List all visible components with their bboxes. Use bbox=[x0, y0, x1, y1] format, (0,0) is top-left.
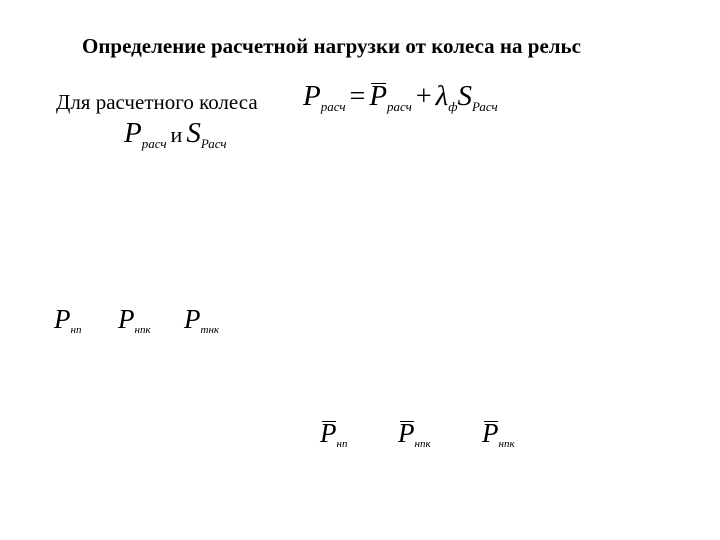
pair-s-symbol: S bbox=[186, 117, 201, 149]
formula-s-symbol: S bbox=[457, 80, 472, 112]
slide-title: Определение расчетной нагрузки от колеса на рельс bbox=[82, 34, 581, 58]
symbol-p-mean-np-bar bbox=[320, 418, 337, 449]
symbol-p-mean-np bbox=[320, 418, 347, 449]
formula-p-mean-group bbox=[369, 80, 387, 113]
symbol-p-mean-npk-2-letter: P bbox=[482, 418, 499, 448]
formula-p-subscript: расч bbox=[320, 99, 346, 114]
symbol-p-mean-npk-bar bbox=[398, 418, 415, 449]
formula-lambda-subscript: ф bbox=[448, 99, 458, 114]
pair-conjunction: и bbox=[170, 122, 183, 147]
symbol-p-mean-npk bbox=[398, 418, 431, 449]
symbol-p-np-subscript: нп bbox=[70, 324, 82, 336]
symbol-p-npk-subscript: нпк bbox=[134, 324, 151, 336]
symbol-p-mean-np-subscript: нп bbox=[336, 438, 348, 450]
symbol-p-mean-npk-2-bar bbox=[482, 418, 499, 449]
formula-p-mean-subscript: расч bbox=[387, 99, 412, 114]
symbol-p-tnk-letter: P bbox=[184, 304, 201, 334]
formula-p-symbol: P bbox=[303, 80, 321, 112]
pair-s-subscript: Расч bbox=[200, 136, 227, 151]
formula-design-load bbox=[303, 80, 498, 113]
formula-equals-sign: = bbox=[349, 81, 366, 112]
symbol-p-np bbox=[54, 304, 81, 335]
symbol-p-npk-letter: P bbox=[118, 304, 135, 334]
formula-pair bbox=[124, 117, 227, 150]
symbol-p-mean-npk-letter: P bbox=[398, 418, 415, 448]
text-for-design-wheel: Для расчетного колеса bbox=[56, 90, 258, 114]
symbol-p-mean-np-letter: P bbox=[320, 418, 337, 448]
symbol-p-tnk bbox=[184, 304, 219, 335]
symbol-p-mean-npk-2 bbox=[482, 418, 515, 449]
symbol-p-mean-npk-subscript: нпк bbox=[414, 438, 431, 450]
symbol-p-mean-npk-2-subscript: нпк bbox=[498, 438, 515, 450]
symbol-p-np-letter: P bbox=[54, 304, 71, 334]
symbol-p-npk bbox=[118, 304, 151, 335]
pair-p-subscript: расч bbox=[141, 136, 167, 151]
formula-p-mean-symbol: P bbox=[369, 80, 388, 112]
pair-p-symbol: P bbox=[124, 117, 142, 149]
formula-plus-sign: + bbox=[415, 81, 432, 112]
formula-lambda-symbol: λ bbox=[435, 80, 449, 112]
formula-s-subscript: Расч bbox=[471, 99, 498, 114]
symbol-p-tnk-subscript: тнк bbox=[200, 324, 220, 336]
